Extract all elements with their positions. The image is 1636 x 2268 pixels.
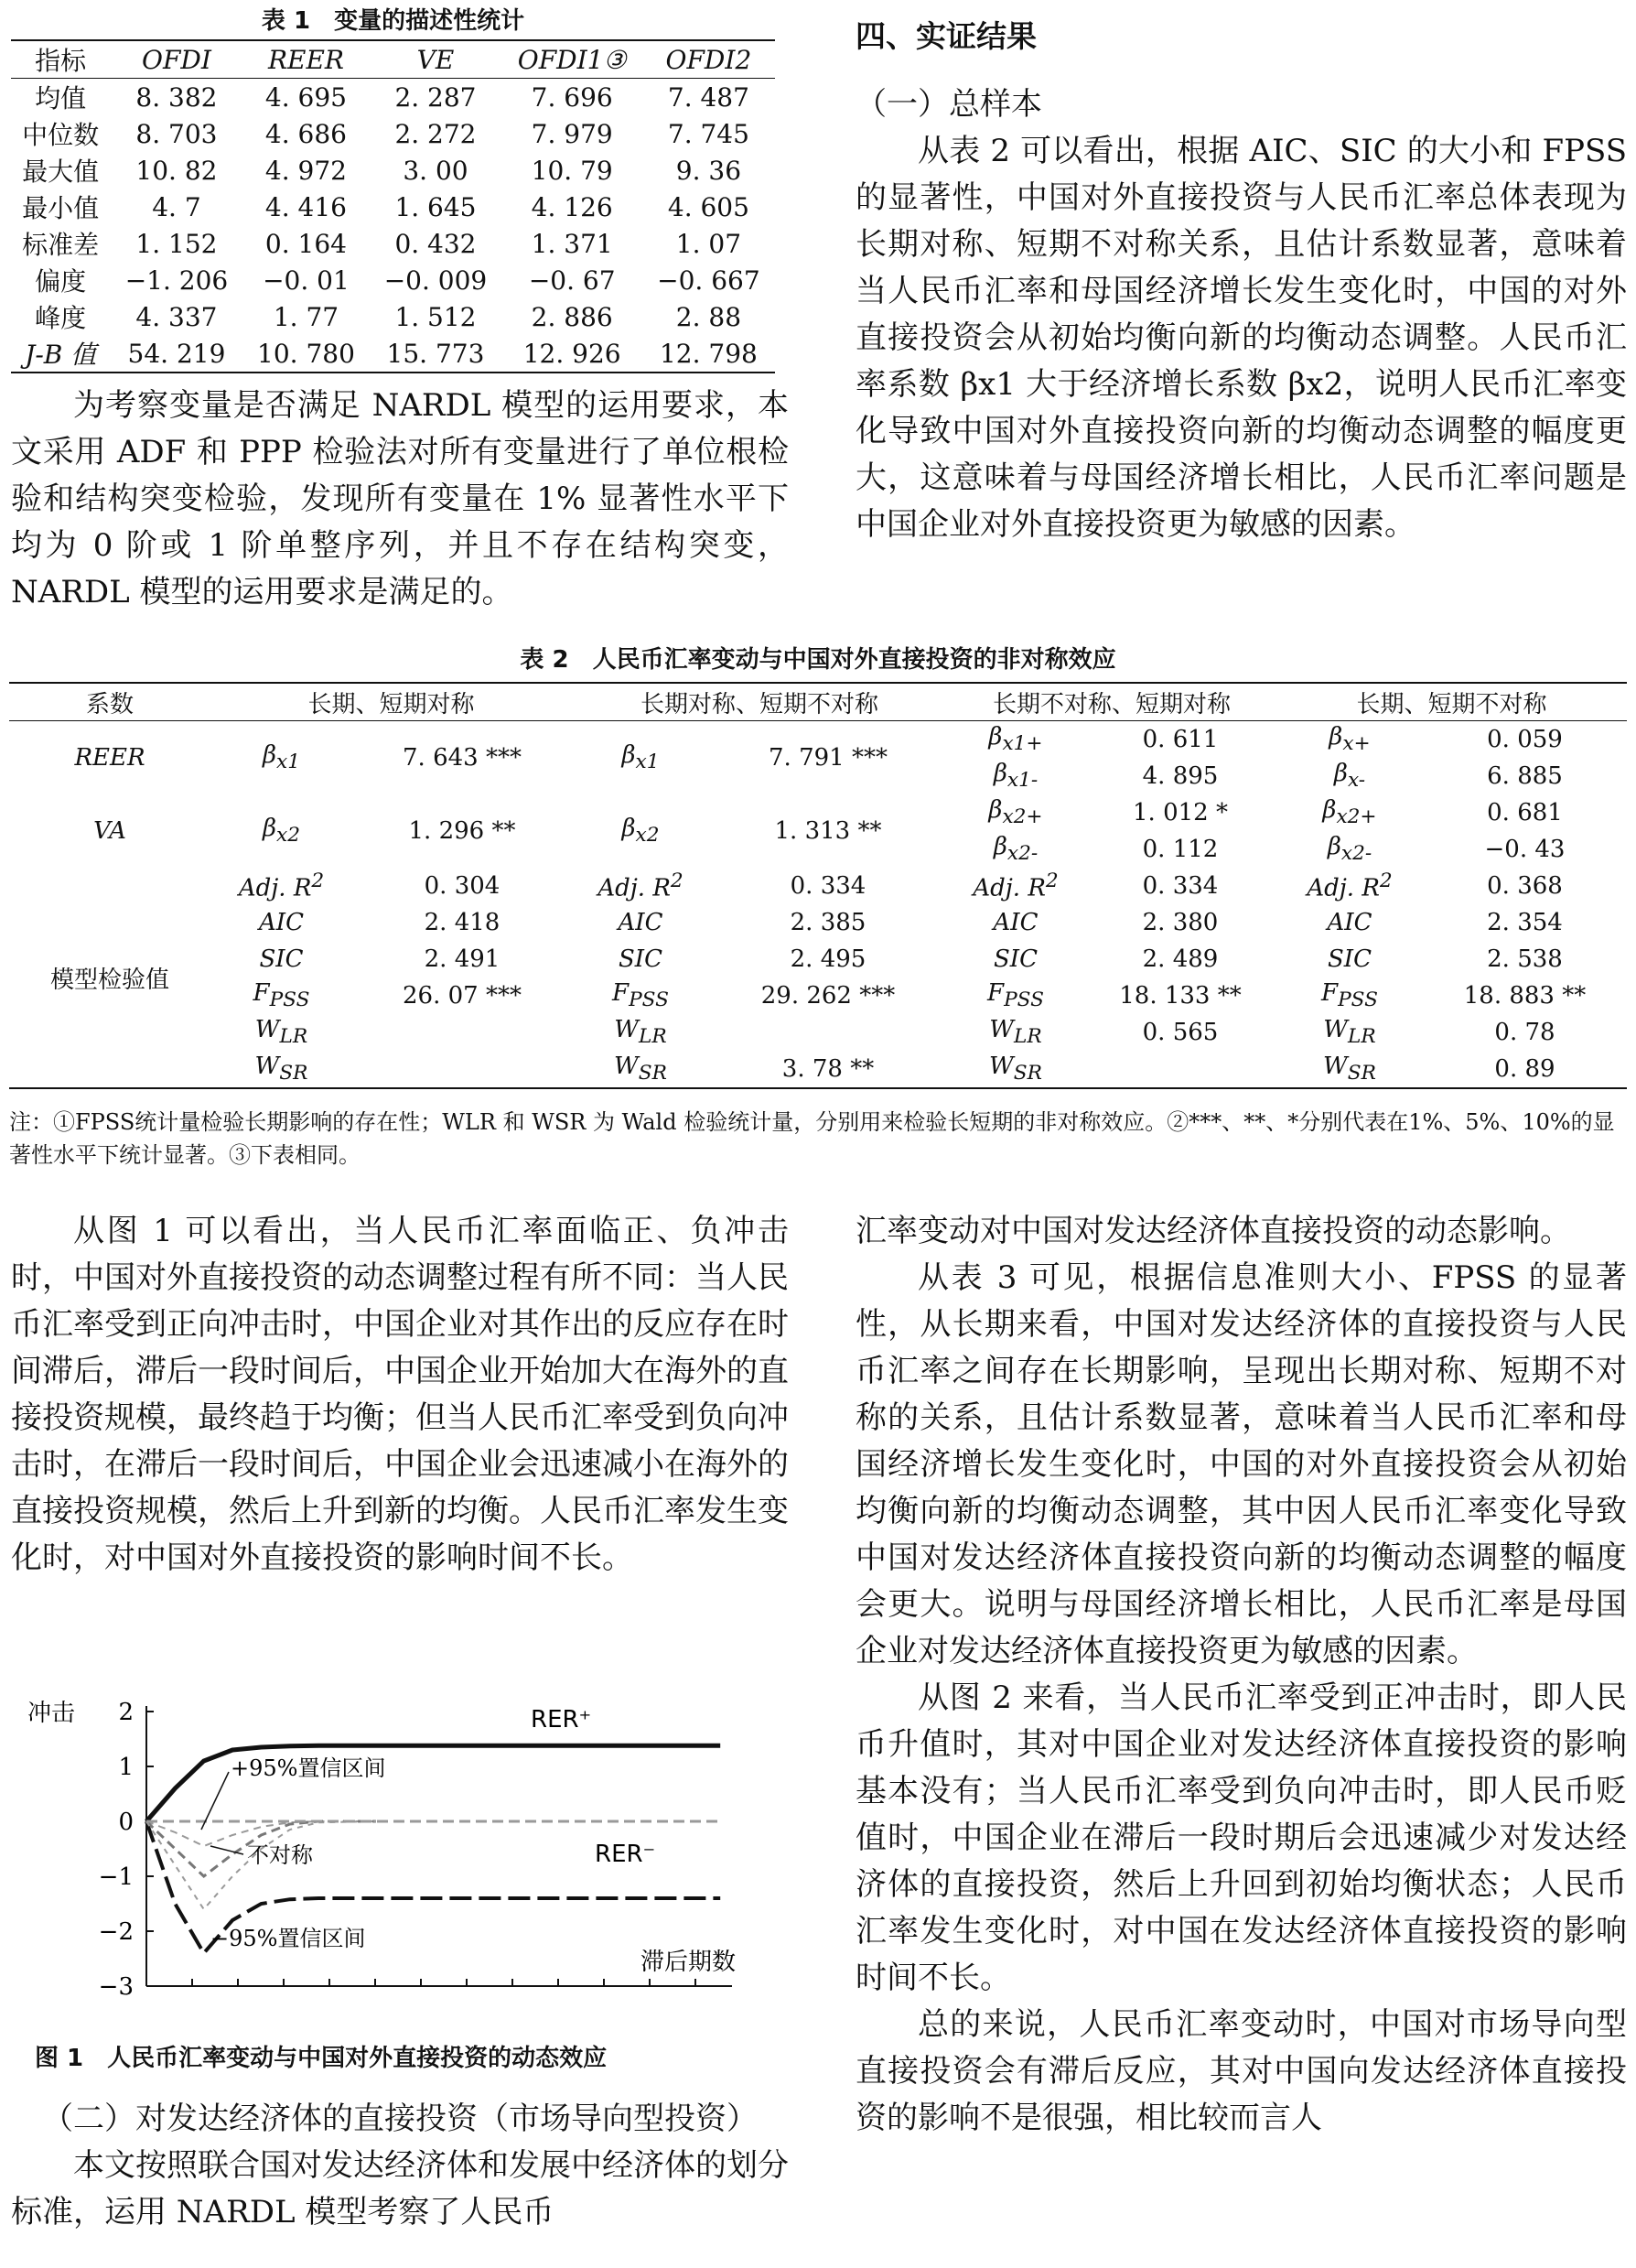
table1-cell: 54. 219 xyxy=(127,338,226,369)
table1-header-cell: OFDI xyxy=(142,44,211,75)
left-tail-block xyxy=(11,2096,789,2236)
table1-header-cell: OFDI1③ xyxy=(517,44,627,75)
table1-cell: J-B 值 xyxy=(25,340,97,370)
table1-cell: 4. 416 xyxy=(264,191,347,222)
figure1-chart xyxy=(18,1684,787,2032)
table1-cell: 峰度 xyxy=(35,303,87,333)
table2-cell: $\beta_{x2}$ xyxy=(621,815,660,848)
table2-cell: 0. 611 xyxy=(1142,726,1219,753)
table1 xyxy=(11,39,775,373)
table2-cell: $W_{LR}$ xyxy=(989,1016,1042,1049)
table1-cell: 12. 926 xyxy=(522,338,621,369)
table1-cell: 10. 79 xyxy=(531,155,613,186)
table1-cell: 最小值 xyxy=(22,193,100,223)
subsection1-title: （一）总样本 xyxy=(856,86,1042,123)
table1-cell: 标准差 xyxy=(22,230,100,260)
table2-cell: 2. 538 xyxy=(1487,945,1563,973)
table2-cell: $W_{SR}$ xyxy=(989,1053,1042,1085)
table2-cell: 7. 643 *** xyxy=(403,744,522,772)
table2-cell: 0. 059 xyxy=(1487,726,1563,753)
table2-cell: 18. 133 ** xyxy=(1119,982,1242,1010)
table1-cell: −0. 67 xyxy=(528,265,616,296)
table2-row xyxy=(9,904,1627,941)
table1-cell: −0. 009 xyxy=(383,265,488,296)
table2-cell: −0. 43 xyxy=(1484,836,1566,863)
table2-header-row xyxy=(9,683,1627,721)
table1-row xyxy=(11,189,775,225)
table2-cell: Adj. $R^2$ xyxy=(238,869,325,902)
table2-header-cell: 长期对称、短期不对称 xyxy=(640,690,878,718)
table2-cell: $W_{SR}$ xyxy=(614,1053,667,1085)
table2-cell: AIC xyxy=(1327,909,1372,936)
table1-row xyxy=(11,79,775,116)
y-tick-label: −1 xyxy=(98,1863,134,1891)
table1-cell: −1. 206 xyxy=(124,265,229,296)
table1-cell: 2. 272 xyxy=(394,118,477,149)
table2-cell: AIC xyxy=(259,909,304,936)
table1-row xyxy=(11,298,775,335)
table1-cell: 10. 780 xyxy=(257,338,355,369)
table1-cell: −0. 01 xyxy=(263,265,350,296)
right-bottom-block xyxy=(856,1208,1627,2142)
table2-cell: 2. 491 xyxy=(424,945,500,973)
left-paragraph-1: 为考察变量是否满足 NARDL 模型的运用要求，本文采用 ADF 和 PPP 检验法对所有变量进行了单位根检验和结构突变检验，发现所有变量在 1% 显著性水平下均为 0 阶或 1 阶单整序列，并且不存在结构突变，NARDL 模型的运用要求是满足的。 xyxy=(11,387,789,610)
table1-cell: 4. 695 xyxy=(264,81,347,113)
table1-cell: 7. 696 xyxy=(531,81,613,113)
table1-row xyxy=(11,262,775,298)
table2-caption: 表 2 人民币汇率变动与中国对外直接投资的非对称效应 xyxy=(520,646,1116,674)
rer-neg-label: RER⁻ xyxy=(595,1841,656,1868)
right-paragraph-2: 汇率变动对中国对发达经济体直接投资的动态影响。 xyxy=(856,1213,1571,1249)
table2-cell: 2. 380 xyxy=(1142,909,1219,936)
table1-cell: 2. 886 xyxy=(531,301,613,332)
table2-cell: 26. 07 *** xyxy=(403,982,522,1010)
table1-cell: 9. 36 xyxy=(675,155,742,186)
left-paragraph-2: 从图 1 可以看出，当人民币汇率面临正、负冲击时，中国对外直接投资的动态调整过程有所不同：当人民币汇率受到正向冲击时，中国企业对其作出的反应存在时间滞后，滞后一段时间后，中国企业开始加大在海外的直接投资规模，最终趋于均衡；但当人民币汇率受到负向冲击时，在滞后一段时间后，中国企业会迅速减小在海外的直接投资规模，然后上升到新的均衡。人民币汇率发生变化时，对中国对外直接投资的影响时间不长。 xyxy=(11,1213,789,1576)
table2-row xyxy=(9,977,1627,1014)
table1-cell: 12. 798 xyxy=(659,338,758,369)
table1-cell: 7. 487 xyxy=(667,81,749,113)
section4-title: 四、实证结果 xyxy=(856,18,1037,54)
table2-cell: 4. 895 xyxy=(1142,762,1219,790)
table2-cell: Adj. $R^2$ xyxy=(597,869,683,902)
table2-cell: 7. 791 *** xyxy=(769,744,888,772)
table2-cell: $\beta_{x2}$ xyxy=(262,815,301,848)
table2-cell: $\beta_{x1-}$ xyxy=(993,760,1039,793)
table2-cell: 1. 296 ** xyxy=(408,817,516,845)
table2-cell: $\beta_{x-}$ xyxy=(1333,760,1366,793)
table2-cell: 0. 78 xyxy=(1494,1019,1555,1046)
left-paragraph-3: 本文按照联合国对发达经济体和发展中经济体的划分标准，运用 NARDL 模型考察了人民币 xyxy=(11,2147,789,2230)
table2-row xyxy=(9,1051,1627,1088)
table2 xyxy=(9,682,1627,1089)
table2-row xyxy=(9,794,1627,831)
figure1-caption: 图 1 人民币汇率变动与中国对外直接投资的动态效应 xyxy=(35,2045,608,2072)
table2-cell: VA xyxy=(93,817,126,845)
table2-cell: 0. 681 xyxy=(1487,799,1563,826)
table1-cell: 1. 07 xyxy=(675,228,742,259)
table2-cell: $W_{SR}$ xyxy=(1323,1053,1376,1085)
table1-row xyxy=(11,335,775,373)
x-axis-label: 滞后期数 xyxy=(640,1949,737,1976)
table1-cell: 0. 432 xyxy=(394,228,477,259)
table1-cell: 15. 773 xyxy=(386,338,485,369)
table2-cell: $\beta_{x2-}$ xyxy=(993,833,1039,866)
table2-cell: $\beta_{x1+}$ xyxy=(988,723,1043,756)
left-bottom-block xyxy=(11,1208,789,1582)
table1-cell: 7. 979 xyxy=(531,118,613,149)
table1-header-cell: OFDI2 xyxy=(665,44,752,75)
table2-cell: 0. 565 xyxy=(1142,1019,1219,1046)
y-axis-label: 冲击 xyxy=(27,1700,76,1727)
table1-cell: 3. 00 xyxy=(403,155,468,186)
table2-row xyxy=(9,941,1627,977)
table2-row xyxy=(9,721,1627,759)
table2-cell: $\beta_{x2+}$ xyxy=(1322,796,1377,829)
table1-row xyxy=(11,115,775,152)
table1-cell: 4. 605 xyxy=(667,191,749,222)
table1-cell: 4. 337 xyxy=(135,301,218,332)
table2-cell: 0. 304 xyxy=(424,872,500,900)
table2-cell: Adj. $R^2$ xyxy=(973,869,1059,902)
table2-cell: 2. 354 xyxy=(1487,909,1563,936)
table1-cell: 4. 972 xyxy=(264,155,347,186)
table2-cell: $F_{PSS}$ xyxy=(253,979,310,1012)
right-paragraph-3: 从表 3 可见，根据信息准则大小、FPSS 的显著性，从长期来看，中国对发达经济体的直接投资与人民币汇率之间存在长期影响，呈现出长期对称、短期不对称的关系，且估计系数显著，意味着当人民币汇率和母国经济增长发生变化时，中国的对外直接投资会从初始均衡向新的均衡动态调整，其中因人民币汇率变化导致中国对发达经济体直接投资向新的均衡动态调整的幅度会更大。说明与母国经济增长相比，人民币汇率是母国企业对发达经济体直接投资更为敏感的因素。 xyxy=(856,1259,1627,1669)
table1-header-cell: 指标 xyxy=(35,46,87,76)
table1-block xyxy=(11,2,789,616)
table2-header-cell: 长期不对称、短期对称 xyxy=(992,690,1231,718)
table1-cell: 2. 88 xyxy=(675,301,742,332)
table1-cell: −0. 667 xyxy=(657,265,760,296)
table2-cell: SIC xyxy=(1328,945,1372,973)
table2-cell: 29. 262 *** xyxy=(760,982,896,1010)
table1-cell: 4. 686 xyxy=(264,118,347,149)
table1-cell: 1. 152 xyxy=(135,228,218,259)
table2-cell: 2. 495 xyxy=(790,945,866,973)
table2-cell: 2. 489 xyxy=(1142,945,1219,973)
rer-pos-label: RER⁺ xyxy=(531,1706,592,1734)
y-tick-label: −3 xyxy=(98,1973,134,2001)
table2-cell: SIC xyxy=(259,945,304,973)
table1-cell: 1. 371 xyxy=(531,228,613,259)
table1-cell: 最大值 xyxy=(22,157,100,187)
table1-cell: 均值 xyxy=(35,83,87,113)
table1-header-cell: REER xyxy=(267,44,344,75)
table2-cell: $W_{LR}$ xyxy=(614,1016,667,1049)
table2-header-cell: 长期、短期对称 xyxy=(307,690,475,718)
table1-header-cell: VE xyxy=(416,44,455,75)
y-tick-label: −2 xyxy=(98,1918,134,1946)
table2-cell: $W_{LR}$ xyxy=(254,1016,308,1049)
subsection2-title: （二）对发达经济体的直接投资（市场导向型投资） xyxy=(42,2101,758,2137)
table2-cell: $F_{PSS}$ xyxy=(1321,979,1378,1012)
table1-cell: 8. 382 xyxy=(135,81,218,113)
table2-cell: $\beta_{x2+}$ xyxy=(988,796,1043,829)
table1-caption: 表 1 变量的描述性统计 xyxy=(261,7,525,35)
table2-cell: $F_{PSS}$ xyxy=(612,979,669,1012)
table2-note: 注：①FPSS统计量检验长期影响的存在性；WLR 和 WSR 为 Wald 检验统计量，分别用来检验长短期的非对称效应。②***、**、*分别代表在1%、5%、10%的显著性水平下统计显著。③下表相同。 xyxy=(9,1109,1615,1168)
table2-cell: $W_{SR}$ xyxy=(254,1053,308,1085)
table2-cell xyxy=(1084,1051,1276,1088)
table1-cell: 10. 82 xyxy=(135,155,218,186)
table1-cell: 1. 77 xyxy=(273,301,339,332)
y-tick-label: 2 xyxy=(118,1699,134,1726)
table2-cell xyxy=(709,1014,947,1051)
table1-cell: 中位数 xyxy=(22,120,100,150)
table1-cell: 7. 745 xyxy=(667,118,749,149)
table1-header-row xyxy=(11,40,775,79)
lower-ci-label: −95%置信区间 xyxy=(210,1926,366,1951)
table2-row xyxy=(9,1014,1627,1051)
right-top-block xyxy=(856,13,1627,548)
table2-cell: $\beta_{x1}$ xyxy=(621,741,660,774)
table2-cell: 18. 883 ** xyxy=(1463,982,1587,1010)
table2-cell: 2. 418 xyxy=(424,909,500,936)
right-paragraph-1: 从表 2 可以看出，根据 AIC、SIC 的大小和 FPSS 的显著性，中国对外直接投资与人民币汇率总体表现为长期对称、短期不对称关系，且估计系数显著，意味着当人民币汇率和母国经济增长发生变化时，中国的对外直接投资会从初始均衡向新的均衡动态调整。人民币汇率系数 βx1 大于经济增长系数 βx2，说明人民币汇率变化导致中国对外直接投资向新的均衡动态调整的幅度更大，这意味着与母国经济增长相比，人民币汇率问题是中国企业对外直接投资更为敏感的因素。 xyxy=(856,133,1627,543)
table1-cell: 偏度 xyxy=(35,266,87,297)
y-tick-label: 1 xyxy=(118,1754,134,1781)
table2-cell: 0. 334 xyxy=(790,872,866,900)
table2-cell: 1. 012 * xyxy=(1133,799,1228,826)
table2-cell: 1. 313 ** xyxy=(774,817,882,845)
table2-header-cell: 长期、短期不对称 xyxy=(1356,690,1547,718)
table2-cell: SIC xyxy=(619,945,662,973)
table2-row xyxy=(9,868,1627,904)
table1-cell: 1. 512 xyxy=(394,301,477,332)
table1-cell: 4. 126 xyxy=(531,191,613,222)
table2-cell: AIC xyxy=(993,909,1039,936)
table1-row xyxy=(11,152,775,189)
table1-cell: 2. 287 xyxy=(394,81,477,113)
table2-cell: $\beta_{x+}$ xyxy=(1329,723,1371,756)
upper-ci-label: +95%置信区间 xyxy=(231,1755,386,1781)
table2-cell: Adj. $R^2$ xyxy=(1307,869,1393,902)
table2-cell: $\beta_{x1}$ xyxy=(262,741,301,774)
right-paragraph-4: 从图 2 来看，当人民币汇率受到正冲击时，即人民币升值时，其对中国企业对发达经济体直接投资的影响基本没有；当人民币汇率受到负向冲击时，即人民币贬值时，中国企业在滞后一段时期后会迅速减少对发达经济体的直接投资，然后上升回到初始均衡状态；人民币汇率发生变化时，对中国在发达经济体直接投资的影响时间不长。 xyxy=(856,1679,1627,1996)
table2-cell: 0. 368 xyxy=(1487,872,1563,900)
table1-row xyxy=(11,225,775,262)
table2-header-cell: 系数 xyxy=(85,690,134,718)
right-paragraph-5: 总的来说，人民币汇率变动时，中国对市场导向型直接投资会有滞后反应，其对中国向发达经济体直接投资的影响不是很强，相比较而言人 xyxy=(856,2006,1627,2136)
table2-cell: AIC xyxy=(618,909,663,936)
table2-cell: 0. 334 xyxy=(1142,872,1219,900)
table1-cell: 8. 703 xyxy=(135,118,218,149)
table1-cell: 1. 645 xyxy=(394,191,477,222)
y-tick-label: 0 xyxy=(118,1809,134,1836)
table2-cell: REER xyxy=(74,744,145,772)
table2-cell: 2. 385 xyxy=(790,909,866,936)
table2-cell: SIC xyxy=(994,945,1038,973)
table1-cell: 4. 7 xyxy=(152,191,201,222)
asym-label: 不对称 xyxy=(247,1842,313,1868)
table1-cell: 0. 164 xyxy=(264,228,347,259)
table2-cell xyxy=(352,1051,572,1088)
table2-cell xyxy=(352,1014,572,1051)
table2-cell: $F_{PSS}$ xyxy=(987,979,1044,1012)
table2-cell: 6. 885 xyxy=(1487,762,1563,790)
table2-cell: 0. 112 xyxy=(1142,836,1219,863)
table2-cell: 3. 78 ** xyxy=(781,1055,875,1083)
table2-cell: $W_{LR}$ xyxy=(1323,1016,1376,1049)
table2-cell: $\beta_{x2-}$ xyxy=(1327,833,1372,866)
table2-cell: 模型检验值 xyxy=(49,966,169,994)
table2-cell: 0. 89 xyxy=(1494,1055,1555,1083)
